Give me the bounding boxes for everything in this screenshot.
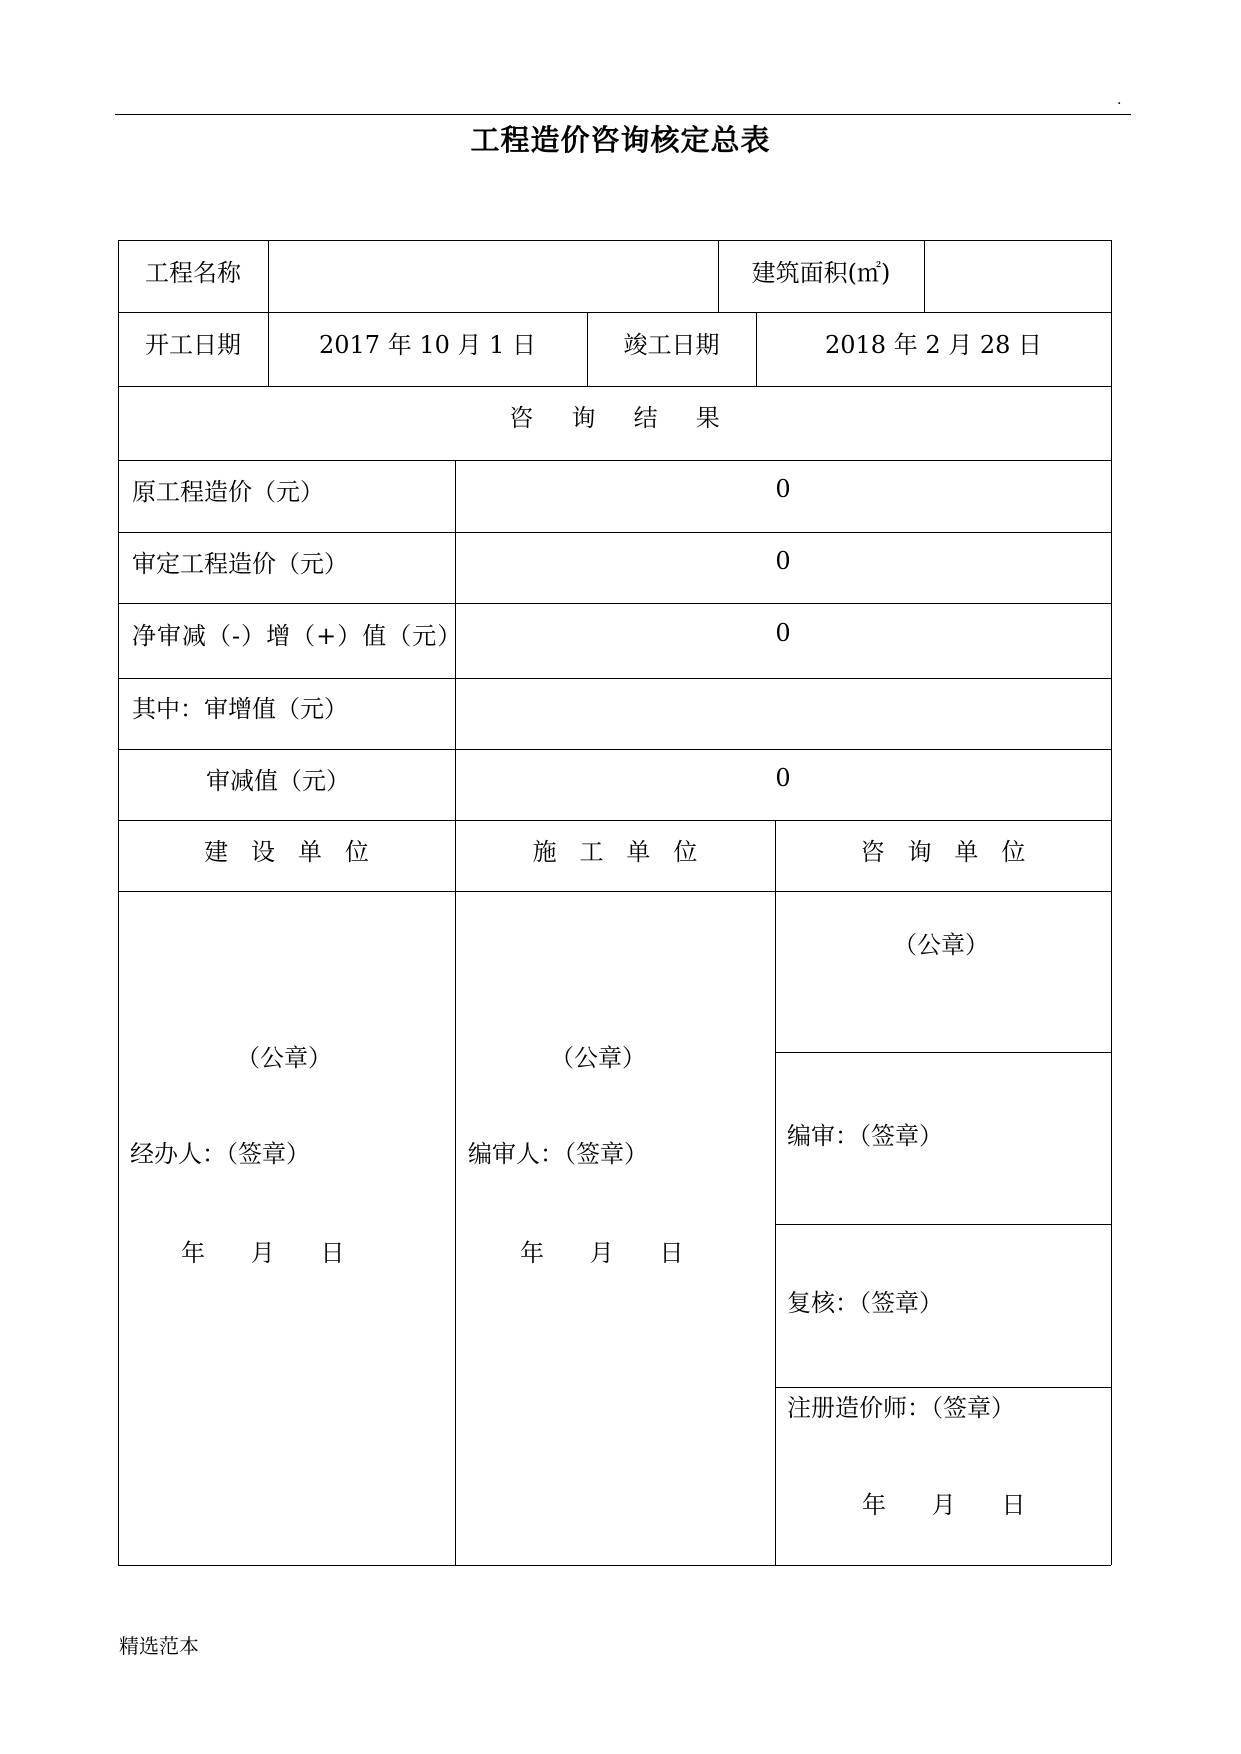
consultant-date: 年 月 日 — [862, 1491, 1026, 1519]
table-line — [1111, 240, 1112, 1565]
net-change-value: 0 — [775, 619, 791, 647]
consultant-unit-heading: 咨 询 单 位 — [860, 837, 1026, 866]
header-rule — [115, 114, 1131, 115]
original-cost-label: 原工程造价（元） — [132, 477, 324, 506]
original-cost-value: 0 — [775, 475, 791, 503]
results-heading: 咨 询 结 果 — [509, 403, 720, 432]
contractor-unit-heading: 施 工 单 位 — [532, 837, 698, 866]
consultant-seal: （公章） — [893, 931, 989, 959]
header-dot: . — [1117, 92, 1122, 108]
decrease-value: 0 — [775, 764, 791, 792]
building-area-label: 建筑面积(㎡) — [751, 258, 891, 287]
decrease-label: 审减值（元） — [206, 766, 350, 795]
contractor-signer: 编审人：（签章） — [468, 1140, 648, 1168]
table-line — [775, 820, 776, 1565]
building-area-value — [924, 240, 1111, 312]
table-line — [775, 1224, 1111, 1225]
footer-text: 精选范本 — [119, 1634, 199, 1658]
registered-engineer-signer: 注册造价师：（签章） — [787, 1394, 1015, 1422]
net-change-label: 净审减（-）增（+）值（元） — [132, 621, 463, 650]
completion-date-value: 2018 年 2 月 28 日 — [824, 330, 1043, 359]
increase-value — [455, 678, 1111, 734]
construction-seal: （公章） — [236, 1044, 332, 1072]
page-title: 工程造价咨询核定总表 — [470, 123, 771, 157]
start-date-value: 2017 年 10 月 1 日 — [318, 330, 537, 359]
construction-signer: 经办人：（签章） — [130, 1140, 310, 1168]
completion-date-label: 竣工日期 — [623, 330, 720, 359]
start-date-label: 开工日期 — [145, 330, 241, 359]
project-name-value — [268, 240, 718, 312]
increase-label: 其中：审增值（元） — [132, 694, 348, 723]
approved-cost-value: 0 — [775, 547, 791, 575]
approved-cost-label: 审定工程造价（元） — [132, 549, 348, 578]
consultant-editor: 编审：（签章） — [787, 1122, 943, 1150]
table-line — [118, 891, 1111, 892]
consultant-reviewer: 复核：（签章） — [787, 1289, 943, 1317]
contractor-date: 年 月 日 — [520, 1239, 684, 1267]
project-name-label: 工程名称 — [145, 258, 241, 287]
construction-unit-heading: 建 设 单 位 — [204, 837, 369, 866]
contractor-seal: （公章） — [550, 1044, 646, 1072]
table-line — [118, 1565, 1111, 1566]
construction-date: 年 月 日 — [181, 1239, 345, 1267]
table-line — [775, 1052, 1111, 1053]
